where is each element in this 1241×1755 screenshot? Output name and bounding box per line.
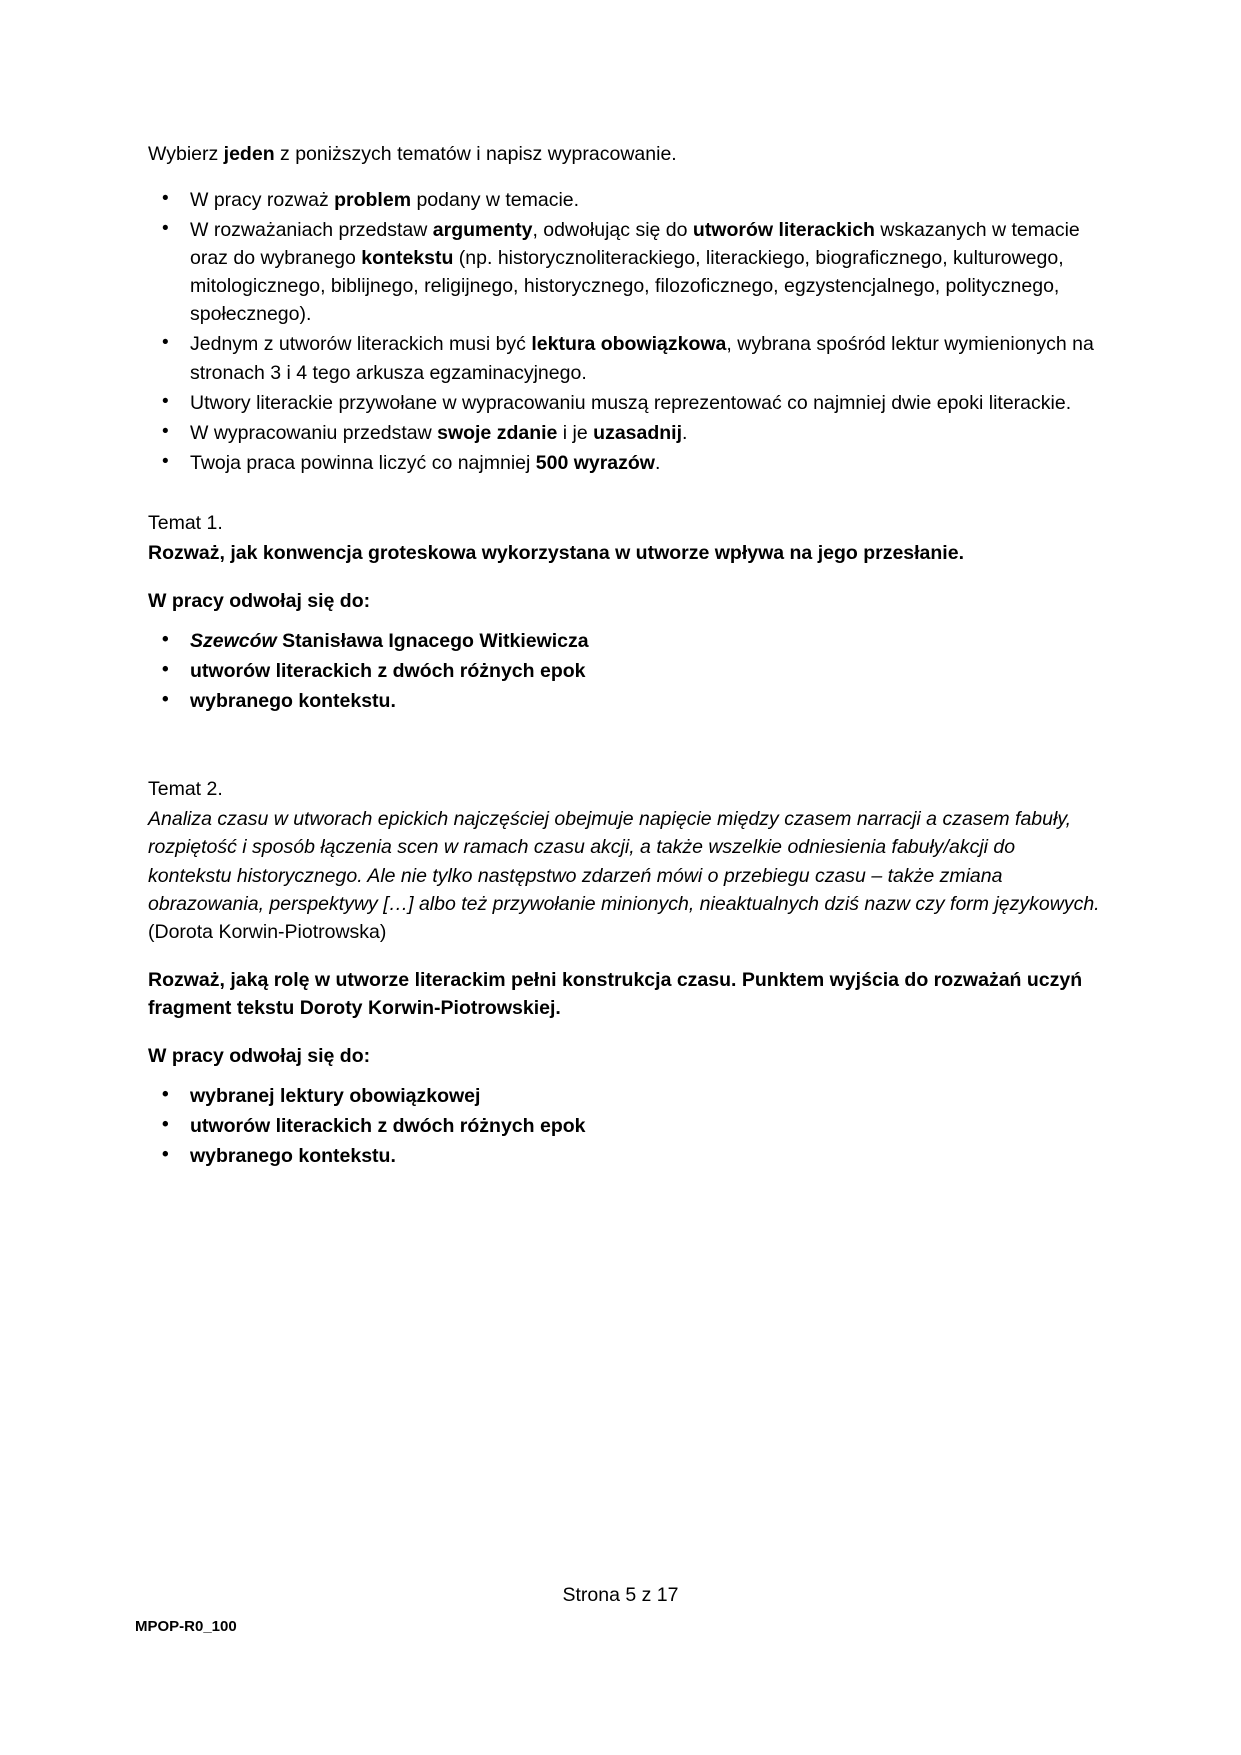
text-run: utworów literackich z dwóch różnych epok	[190, 660, 586, 683]
instruction-item	[148, 186, 1103, 214]
spacer	[148, 946, 1103, 966]
topic1-list	[148, 627, 1103, 715]
topic2-label: Temat 2.	[148, 778, 223, 801]
text-run: wybranego kontekstu.	[190, 690, 396, 713]
text-run: 500 wyrazów	[535, 451, 655, 474]
text-run: i je	[557, 421, 594, 444]
topic1-item	[148, 657, 1103, 685]
spacer	[148, 717, 1103, 775]
text-run: Szewców	[190, 630, 277, 653]
topic2-refer-heading: W pracy odwołaj się do:	[148, 1044, 371, 1067]
text-run: kontekstu	[361, 247, 454, 270]
text-run: .	[654, 451, 661, 474]
text-run: , wybrana spośród lektur wymienionych na stronach 3 i 4 tego arkusza egzaminacyjnego.	[190, 333, 1094, 384]
text-run: Twoja praca powinna liczyć co najmniej	[190, 451, 536, 474]
sheet-code: MPOP-R0_100	[135, 1618, 237, 1635]
text-run: Jednym z utworów literackich musi być	[190, 333, 532, 356]
instruction-item	[148, 389, 1103, 417]
topic2-quote-source: (Dorota Korwin-Piotrowska)	[148, 920, 387, 943]
text-run: (np. historycznoliterackiego, literackiego, biograficznego, kulturowego, mitologicznego, biblijnego, religijnego, historycznego, filozoficznego, egzystencjalnego, politycznego, społecznego).	[190, 247, 1064, 326]
spacer	[148, 479, 1103, 509]
topic2-list	[148, 1082, 1103, 1170]
text-run: wybranego kontekstu.	[190, 1145, 396, 1168]
text-run: .	[682, 421, 688, 444]
topic1-refer-heading: W pracy odwołaj się do:	[148, 590, 371, 613]
topic2-item	[148, 1112, 1103, 1140]
text-run: uzasadnij	[593, 421, 683, 444]
text-run: wskazanych w temacie oraz do wybranego	[190, 219, 1080, 270]
topic2-statement: Rozważ, jaką rolę w utworze literackim pełni konstrukcja czasu. Punktem wyjścia do rozważań uczyń fragment tekstu Doroty Korwin-Piotrowskiej.	[148, 968, 1083, 1019]
spacer	[148, 615, 1103, 627]
text-run: problem	[334, 189, 412, 212]
text-run: Utwory literackie przywołane w wypracowaniu muszą reprezentować co najmniej dwie epoki literackie.	[190, 391, 1072, 414]
text-run: W wypracowaniu przedstaw	[190, 421, 438, 444]
text-run: argumenty	[432, 219, 533, 242]
text-run: podany w temacie.	[411, 189, 580, 212]
text-run: Stanisława Ignacego Witkiewicza	[276, 630, 589, 653]
text-run: lektura obowiązkowa	[531, 333, 727, 356]
text-run: swoje zdanie	[437, 421, 558, 444]
topic1-item	[148, 687, 1103, 715]
instruction-item	[148, 419, 1103, 447]
spacer	[148, 1070, 1103, 1082]
instruction-item	[148, 216, 1103, 328]
intro-paragraph	[148, 140, 1103, 168]
text-run: wybranej lektury obowiązkowej	[190, 1085, 481, 1108]
page-number: Strona 5 z 17	[562, 1584, 679, 1606]
text-run: utworów literackich	[692, 219, 875, 242]
instructions-list	[148, 186, 1103, 477]
instruction-item	[148, 449, 1103, 477]
intro-prefix: Wybierz	[148, 143, 224, 165]
topic1-item	[148, 627, 1103, 655]
intro-suffix: z poniższych tematów i napisz wypracowanie.	[274, 143, 677, 165]
text-run: utworów literackich z dwóch różnych epok	[190, 1115, 586, 1138]
spacer	[148, 1022, 1103, 1042]
text-run: , odwołując się do	[532, 219, 693, 242]
topic1-label: Temat 1.	[148, 511, 223, 534]
instruction-item	[148, 330, 1103, 386]
text-run: W pracy rozważ	[190, 189, 335, 212]
spacer	[148, 567, 1103, 587]
topic1-statement: Rozważ, jak konwencja groteskowa wykorzystana w utworze wpływa na jego przesłanie.	[148, 541, 964, 564]
topic2-quote	[148, 805, 1103, 945]
intro-bold: jeden	[223, 143, 275, 165]
text-run: W rozważaniach przedstaw	[190, 219, 433, 242]
topic2-item	[148, 1142, 1103, 1170]
topic2-quote-text: Analiza czasu w utworach epickich najczęściej obejmuje napięcie między czasem narracji a czasem fabuły, rozpiętość i sposób łączenia scen w ramach czasu akcji, a także wszelkie odniesienia fabuły/akcji do kontekstu historycznego. Ale nie tylko następstwo zdarzeń mówi o przebiegu czasu – także zmiana obrazowania, perspektywy […] albo też przywołanie minionych, nieaktualnych dziś nazw czy form językowych.	[148, 808, 1100, 915]
topic2-item	[148, 1082, 1103, 1110]
page-content	[148, 140, 1103, 1172]
